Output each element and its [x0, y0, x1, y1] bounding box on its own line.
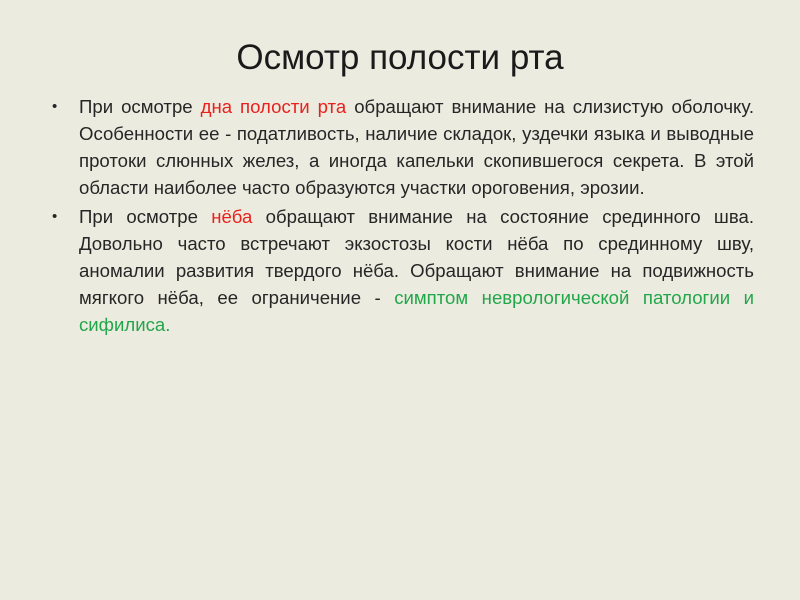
slide-title: Осмотр полости рта [236, 38, 564, 77]
highlight-term: дна полости рта [200, 96, 347, 117]
bullet-item-floor-of-mouth [48, 93, 754, 201]
bullet-text-prefix: При осмотре [79, 206, 212, 227]
bullet-text-body: обращают внимание на слизистую оболочку. Особенности ее - податливость, наличие складок, уздечки языка и выводные протоки слюнных желез, а иногда капельки скопившегося секрета. В этой области наиболее часто образуются участки ороговения, эрозии. [79, 96, 754, 198]
bullet-text-body: обращают внимание на состояние срединного шва. Довольно часто встречают экзостозы кости нёба по срединному шву, аномалии развития твердого нёба. Обращают внимание на подвижность мягкого нёба, ее ограничение - [79, 206, 755, 308]
bullet-item-palate [48, 203, 754, 338]
highlight-conclusion: симптом неврологической патологии и сифилиса. [79, 287, 754, 335]
highlight-term: нёба [211, 206, 253, 227]
bullet-text-prefix: При осмотре [79, 96, 201, 117]
bullet-icon: • [52, 208, 58, 225]
slide-content [48, 93, 754, 340]
bullet-icon: • [52, 98, 58, 115]
